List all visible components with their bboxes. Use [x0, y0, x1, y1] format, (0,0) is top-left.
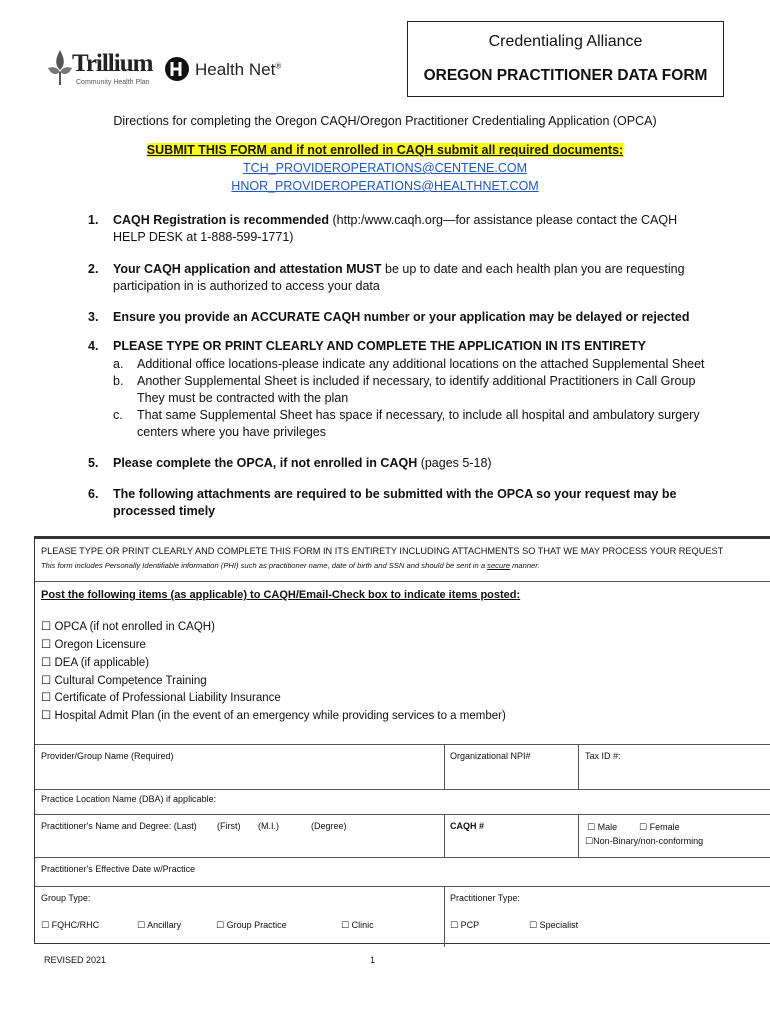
practitioner-degree-field[interactable]: (Degree)	[311, 821, 347, 831]
trillium-wordmark: Trillium	[72, 50, 153, 77]
post-items-heading: Post the following items (as applicable) to CAQH/Email-Check box to indicate items posted:	[41, 589, 521, 601]
practitioner-mi-field[interactable]: (M.I.)	[258, 821, 279, 831]
tax-id-field[interactable]: Tax ID #:	[585, 751, 621, 761]
practitioner-type-label: Practitioner Type:	[450, 893, 520, 903]
trillium-logo	[46, 48, 166, 90]
checkbox-opca[interactable]: ☐ OPCA (if not enrolled in CAQH)	[41, 621, 215, 633]
provider-group-name-field[interactable]: Provider/Group Name (Required)	[41, 751, 174, 761]
phi-note: This form includes Personally Identifiable information (PHI) such as practitioner name, date of birth and SSN and should be sent in a secure manner.	[41, 561, 540, 570]
gender-male-checkbox[interactable]: ☐ Male	[587, 822, 618, 832]
gender-female-checkbox[interactable]: ☐ Female	[639, 822, 680, 832]
checkbox-hospital-admit-plan[interactable]: ☐ Hospital Admit Plan (in the event of an emergency while providing services to a member)	[41, 710, 506, 722]
org-npi-field[interactable]: Organizational NPI#	[450, 751, 531, 761]
caqh-number-field[interactable]: CAQH #	[450, 821, 485, 831]
healthnet-wordmark: Health Net®	[195, 60, 282, 79]
healthnet-email-link[interactable]: HNOR_PROVIDEROPERATIONS@HEALTHNET.COM	[231, 179, 539, 193]
practitioner-type-pcp-checkbox[interactable]: ☐ PCP	[450, 920, 480, 930]
centene-email-link[interactable]: TCH_PROVIDEROPERATIONS@CENTENE.COM	[242, 161, 527, 175]
group-type-clinic-checkbox[interactable]: ☐ Clinic	[341, 920, 374, 930]
trillium-subtitle: Community Health Plan	[76, 79, 150, 86]
healthnet-logo	[163, 56, 282, 84]
alliance-title: Credentialing Alliance	[488, 33, 643, 50]
group-type-fqhc-checkbox[interactable]: ☐ FQHC/RHC	[41, 920, 100, 930]
healthnet-emblem-icon	[163, 56, 191, 82]
directions-text: Directions for completing the Oregon CAQH/Oregon Practitioner Credentialing Application (OPCA)	[113, 114, 657, 128]
form-title: OREGON PRACTITIONER DATA FORM	[423, 67, 708, 84]
revision-note: REVISED 2021	[44, 955, 107, 965]
checkbox-liability-insurance[interactable]: ☐ Certificate of Professional Liability Insurance	[41, 692, 281, 704]
group-type-label: Group Type:	[41, 893, 91, 903]
practice-location-field[interactable]: Practice Location Name (DBA) if applicable:	[41, 794, 217, 804]
gender-nonbinary-checkbox[interactable]: ☐Non-Binary/non-conforming	[585, 836, 704, 846]
form-instruction: PLEASE TYPE OR PRINT CLEARLY AND COMPLETE THIS FORM IN ITS ENTIRETY INCLUDING ATTACHMENTS SO THAT WE MAY PROCESS YOUR REQUEST	[41, 546, 724, 556]
checkbox-oregon-licensure[interactable]: ☐ Oregon Licensure	[41, 639, 146, 651]
practitioner-type-specialist-checkbox[interactable]: ☐ Specialist	[529, 920, 579, 930]
practitioner-last-name-field[interactable]: Practitioner's Name and Degree: (Last)	[41, 821, 197, 831]
practitioner-first-name-field[interactable]: (First)	[217, 821, 241, 831]
trillium-flower-icon	[46, 48, 74, 86]
effective-date-field[interactable]: Practitioner's Effective Date w/Practice	[41, 864, 196, 874]
form-title-box	[407, 21, 724, 97]
submit-notice: SUBMIT THIS FORM and if not enrolled in CAQH submit all required documents:	[146, 143, 624, 157]
checkbox-cultural-competence[interactable]: ☐ Cultural Competence Training	[41, 675, 207, 687]
practitioner-form	[34, 536, 770, 944]
page-number: 1	[370, 955, 376, 965]
checkbox-dea[interactable]: ☐ DEA (if applicable)	[41, 657, 150, 669]
group-type-ancillary-checkbox[interactable]: ☐ Ancillary	[137, 920, 182, 930]
group-type-group-practice-checkbox[interactable]: ☐ Group Practice	[216, 920, 287, 930]
